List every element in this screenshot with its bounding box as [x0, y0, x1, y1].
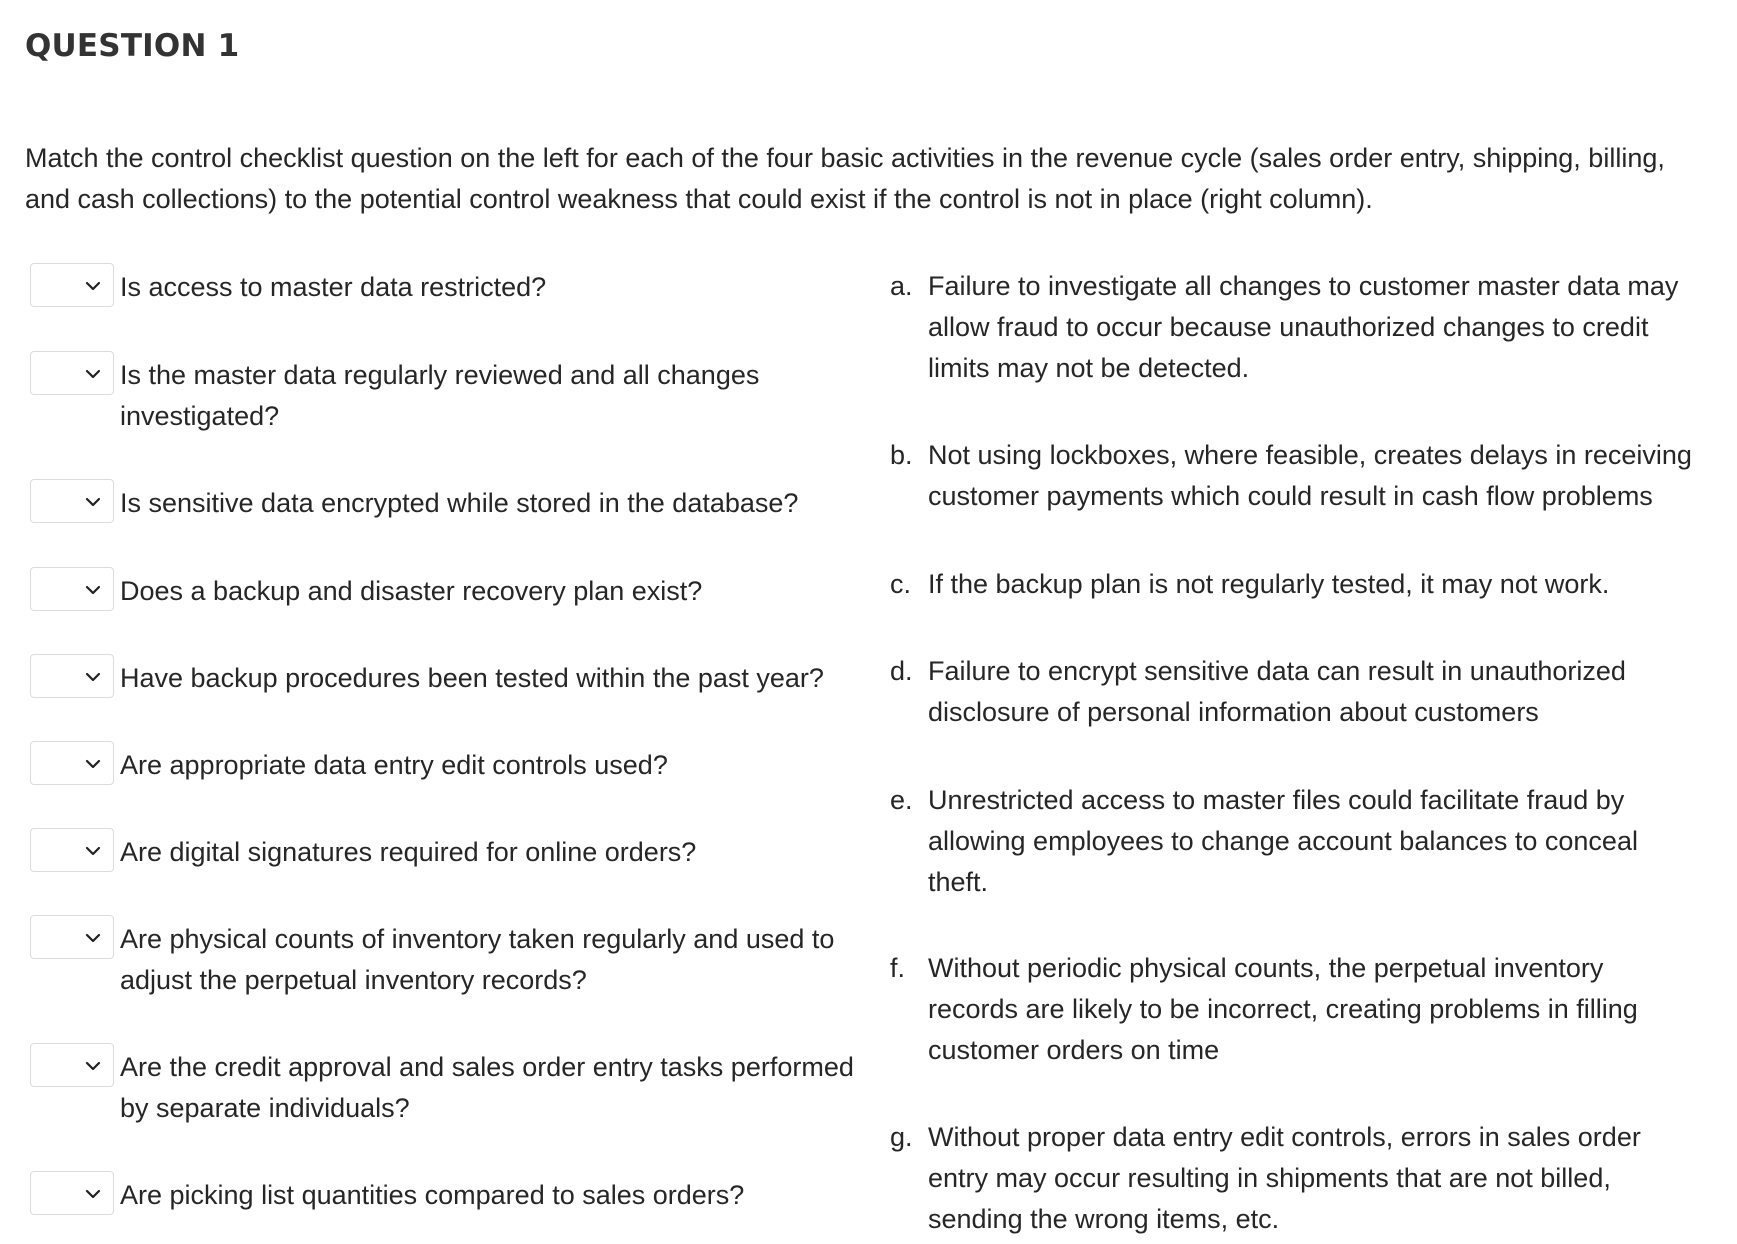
- checklist-question-text: Are the credit approval and sales order entry tasks performed by separate individuals?: [120, 1052, 854, 1123]
- chevron-down-icon: [83, 1056, 103, 1076]
- answer-text: Without proper data entry edit controls, errors in sales order entry may occur resulting in shipments that are not billed, sending the wrong items, etc.: [928, 1122, 1641, 1234]
- checklist-questions: [30, 0, 870, 1244]
- chevron-down-icon: [83, 667, 103, 687]
- match-select-3[interactable]: [30, 479, 114, 523]
- chevron-down-icon: [83, 492, 103, 512]
- answer-letter: f.: [890, 953, 906, 983]
- answer-text: Failure to encrypt sensitive data can result in unauthorized disclosure of personal information about customers: [928, 656, 1626, 727]
- checklist-question-text: Is access to master data restricted?: [120, 272, 547, 302]
- answer-letter: d.: [890, 656, 913, 686]
- chevron-down-icon: [83, 1184, 103, 1204]
- checklist-question-text: Have backup procedures been tested within the past year?: [120, 663, 824, 693]
- answer-text: Not using lockboxes, where feasible, creates delays in receiving customer payments which could result in cash flow problems: [928, 440, 1692, 511]
- checklist-question-text: Are physical counts of inventory taken regularly and used to adjust the perpetual inventory records?: [120, 924, 835, 995]
- chevron-down-icon: [83, 580, 103, 600]
- checklist-question-text: Are picking list quantities compared to sales orders?: [120, 1180, 745, 1210]
- answer-letter: e.: [890, 785, 913, 815]
- match-select-4[interactable]: [30, 567, 114, 611]
- answer-letter: b.: [890, 440, 913, 470]
- question-title: QUESTION 1: [25, 28, 240, 64]
- answer-letter: c.: [890, 569, 912, 599]
- match-select-10[interactable]: [30, 1171, 114, 1215]
- match-select-6[interactable]: [30, 741, 114, 785]
- answer-text: If the backup plan is not regularly tested, it may not work.: [928, 569, 1610, 599]
- answer-text: Unrestricted access to master files could facilitate fraud by allowing employees to change account balances to conceal theft.: [928, 785, 1638, 897]
- chevron-down-icon: [83, 276, 103, 296]
- match-select-8[interactable]: [30, 915, 114, 959]
- chevron-down-icon: [83, 364, 103, 384]
- checklist-question-text: Is sensitive data encrypted while stored in the database?: [120, 488, 799, 518]
- answer-text: Failure to investigate all changes to customer master data may allow fraud to occur because unauthorized changes to credit limits may not be detected.: [928, 271, 1679, 383]
- chevron-down-icon: [83, 754, 103, 774]
- question-instructions: Match the control checklist question on the left for each of the four basic activities in the revenue cycle (sales order entry, shipping, billing, and cash collections) to the potential control weakness that could exist if the control is not in place (right column).: [25, 143, 1665, 214]
- control-weakness-answers: [890, 0, 1720, 1244]
- answer-letter: a.: [890, 271, 913, 301]
- match-select-5[interactable]: [30, 654, 114, 698]
- match-select-2[interactable]: [30, 351, 114, 395]
- match-select-9[interactable]: [30, 1043, 114, 1087]
- match-select-1[interactable]: [30, 263, 114, 307]
- answer-text: Without periodic physical counts, the perpetual inventory records are likely to be incorrect, creating problems in filling customer orders on time: [928, 953, 1638, 1065]
- checklist-question-text: Are digital signatures required for online orders?: [120, 837, 697, 867]
- checklist-question-text: Is the master data regularly reviewed and all changes investigated?: [120, 360, 760, 431]
- checklist-question-text: Are appropriate data entry edit controls used?: [120, 750, 668, 780]
- answer-letter: g.: [890, 1122, 913, 1152]
- chevron-down-icon: [83, 928, 103, 948]
- checklist-question-text: Does a backup and disaster recovery plan exist?: [120, 576, 703, 606]
- chevron-down-icon: [83, 841, 103, 861]
- match-select-7[interactable]: [30, 828, 114, 872]
